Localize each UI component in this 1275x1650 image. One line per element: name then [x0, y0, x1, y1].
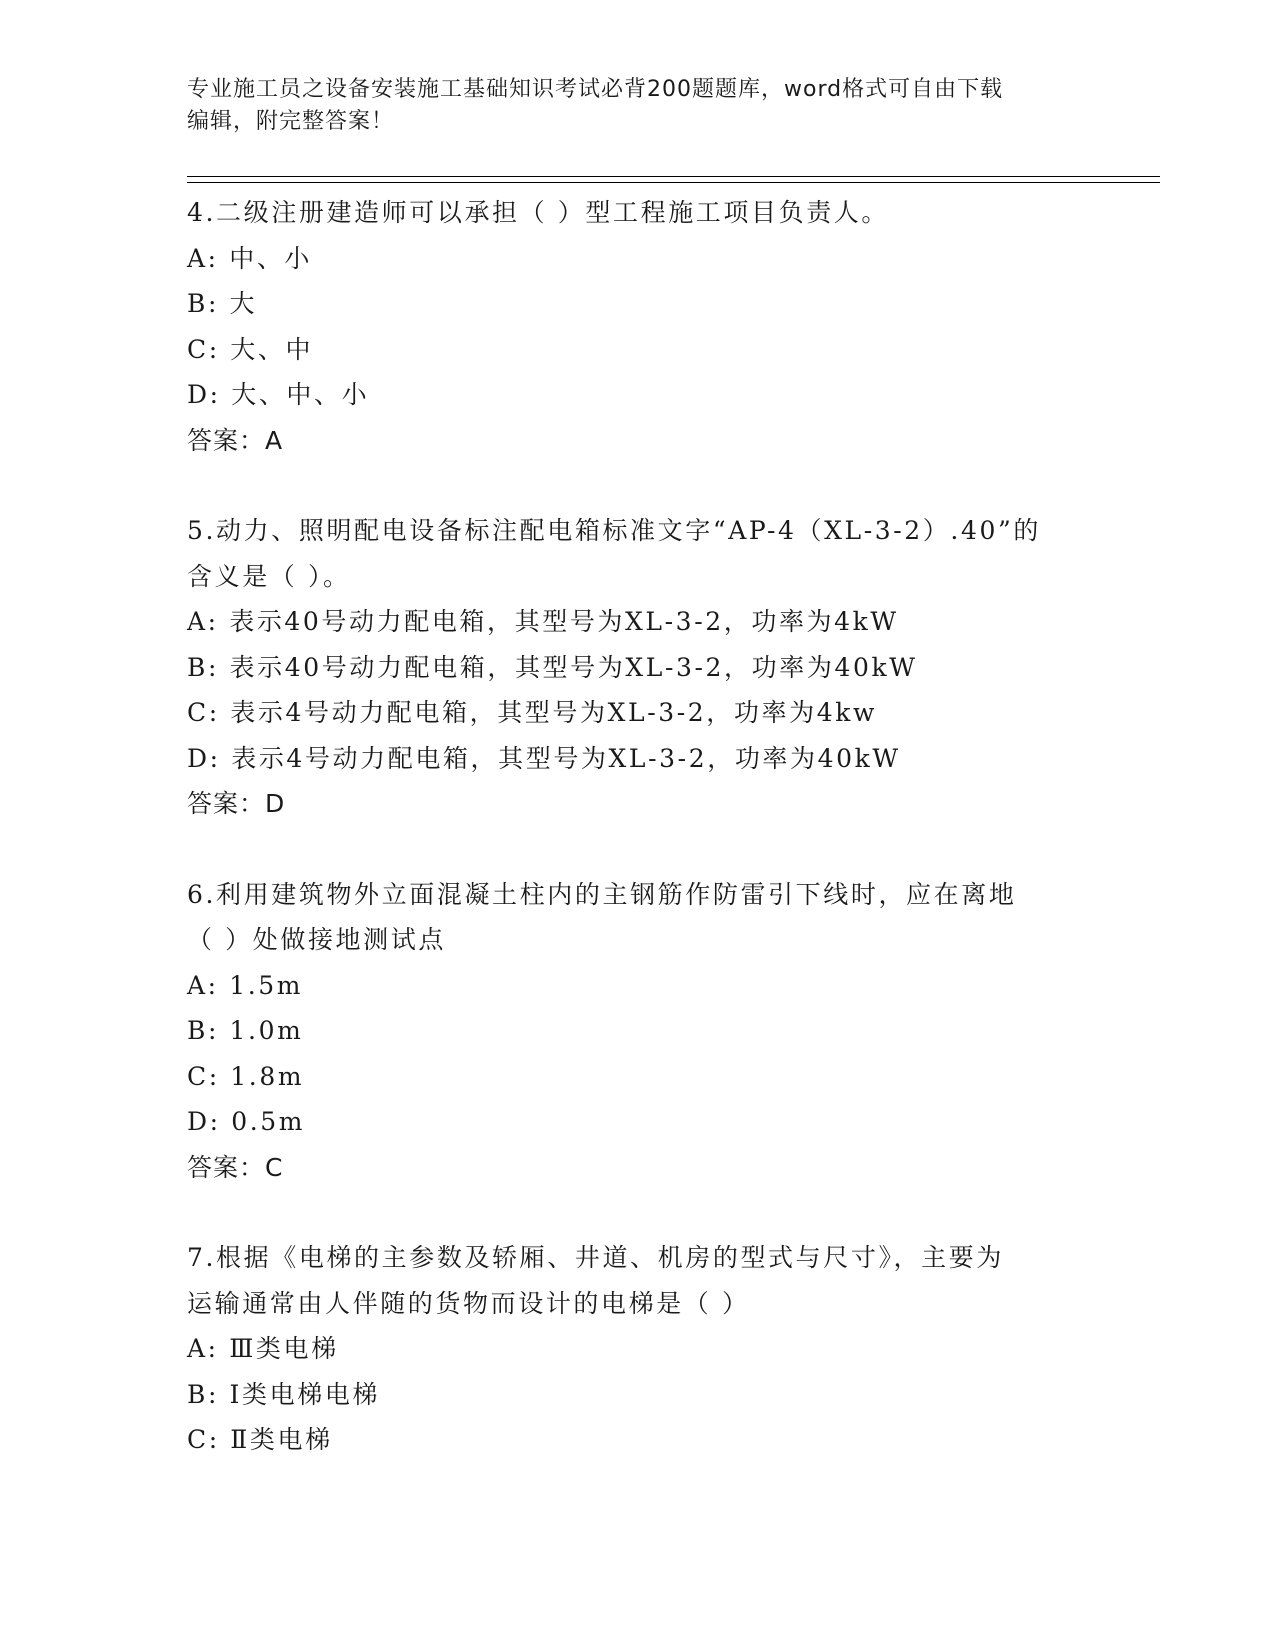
option-c: C: 表示4号动力配电箱，其型号为XL-3-2，功率为4kw [187, 698, 877, 727]
option-b: B: 大 [187, 289, 258, 318]
question-stem-continued: 含义是（ ）。 [187, 561, 351, 591]
option-c: C: 大、中 [187, 334, 314, 364]
question-6 [187, 872, 1087, 1191]
option-b: B: 1.0m [187, 1016, 304, 1045]
question-5 [187, 508, 1087, 827]
question-stem: 7.根据《电梯的主参数及轿厢、井道、机房的型式与尺寸》，主要为 [187, 1243, 1004, 1272]
question-stem: 5.动力、照明配电设备标注配电箱标准文字“AP-4（XL-3-2）.40”的 [187, 516, 1041, 545]
option-c: C: 1.8m [187, 1061, 305, 1091]
question-4 [187, 190, 1087, 463]
question-stem: 4.二级注册建造师可以承担（ ）型工程施工项目负责人。 [187, 198, 890, 227]
option-a: A: 1.5m [187, 970, 304, 1000]
option-d: D: 大、中、小 [187, 380, 370, 409]
option-b: B: Ⅰ类电梯电梯 [187, 1379, 381, 1409]
header-line-1: 专业施工员之设备安装施工基础知识考试必背200题题库，word格式可自由下载 [187, 77, 1004, 102]
option-d: D: 表示4号动力配电箱，其型号为XL-3-2，功率为40kW [187, 743, 901, 773]
option-c: C: Ⅱ类电梯 [187, 1425, 333, 1454]
option-b: B: 表示40号动力配电箱，其型号为XL-3-2，功率为40kW [187, 652, 918, 682]
question-list [187, 190, 1087, 1508]
answer-line: 答案：D [187, 789, 286, 818]
option-a: A: Ⅲ类电梯 [187, 1334, 339, 1363]
header-line-2: 编辑，附完整答案！ [187, 109, 395, 134]
option-a: A: 表示40号动力配电箱，其型号为XL-3-2，功率为4kW [187, 607, 899, 636]
answer-line: 答案：A [187, 425, 284, 455]
document-header [187, 74, 1087, 138]
question-7 [187, 1235, 1087, 1463]
header-divider-bottom [187, 182, 1160, 183]
option-d: D: 0.5m [187, 1107, 306, 1136]
option-a: A: 中、小 [187, 243, 313, 273]
question-stem-continued: 运输通常由人伴随的货物而设计的电梯是（ ） [187, 1288, 750, 1318]
question-stem: 6.利用建筑物外立面混凝土柱内的主钢筋作防雷引下线时，应在离地 [187, 879, 1017, 909]
question-stem-continued: （ ）处做接地测试点 [187, 925, 446, 954]
header-divider-top [187, 176, 1160, 177]
answer-line: 答案：C [187, 1152, 284, 1182]
